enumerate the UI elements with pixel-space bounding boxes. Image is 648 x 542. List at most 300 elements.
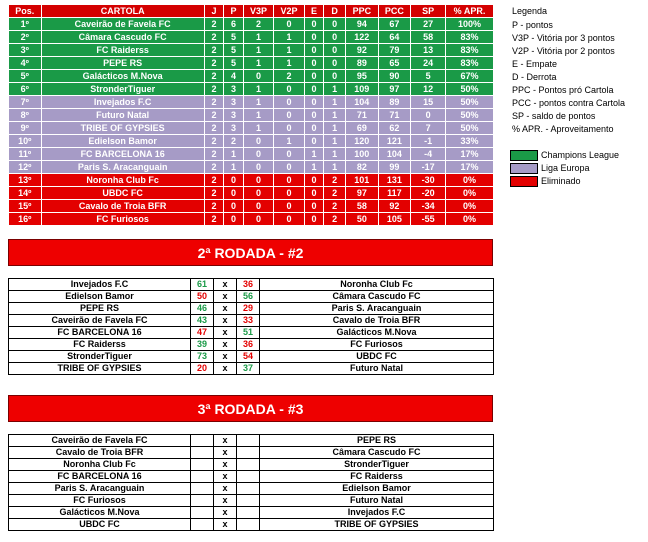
cell-pcc: 79: [378, 44, 411, 57]
col-header: V2P: [274, 5, 304, 18]
home-team: TRIBE OF GYPSIES: [9, 363, 191, 375]
home-score: [191, 459, 214, 471]
cell-e: 0: [304, 187, 324, 200]
home-team: FC BARCELONA 16: [9, 471, 191, 483]
cell-apr: 50%: [446, 96, 494, 109]
cell-v2p: 0: [274, 187, 304, 200]
home-score: 20: [191, 363, 214, 375]
home-team: Caveirão de Favela FC: [9, 435, 191, 447]
cell-team: Caveirão de Favela FC: [41, 18, 204, 31]
cell-team: TRIBE OF GYPSIES: [41, 122, 204, 135]
home-team: Edielson Bamor: [9, 291, 191, 303]
home-score: 73: [191, 351, 214, 363]
cell-apr: 83%: [446, 44, 494, 57]
cell-apr: 50%: [446, 83, 494, 96]
versus-separator: x: [214, 471, 237, 483]
standings-row: [9, 57, 494, 70]
cell-team: Futuro Natal: [41, 109, 204, 122]
away-team: Futuro Natal: [260, 495, 494, 507]
zone-swatch: [510, 150, 538, 161]
cell-v2p: 0: [274, 109, 304, 122]
cell-v2p: 0: [274, 200, 304, 213]
cell-p: 0: [224, 187, 244, 200]
match-row: [9, 339, 494, 351]
cell-pos: 15º: [9, 200, 42, 213]
cell-v3p: 0: [243, 213, 273, 226]
cell-pos: 5º: [9, 70, 42, 83]
cell-pcc: 71: [378, 109, 411, 122]
match-row: [9, 507, 494, 519]
zone-swatch: [510, 176, 538, 187]
home-team: Noronha Club Fc: [9, 459, 191, 471]
cell-p: 2: [224, 135, 244, 148]
cell-v3p: 1: [243, 31, 273, 44]
standings-table: [8, 4, 494, 226]
cell-v2p: 1: [274, 57, 304, 70]
away-score: 56: [237, 291, 260, 303]
home-score: 47: [191, 327, 214, 339]
cell-d: 0: [324, 70, 346, 83]
cell-ppc: 58: [346, 200, 379, 213]
match-row: [9, 315, 494, 327]
cell-pos: 16º: [9, 213, 42, 226]
standings-row: [9, 174, 494, 187]
cell-apr: 0%: [446, 213, 494, 226]
versus-separator: x: [214, 495, 237, 507]
cell-e: 0: [304, 57, 324, 70]
away-team: PEPE RS: [260, 435, 494, 447]
home-team: FC Furiosos: [9, 495, 191, 507]
cell-sp: 58: [411, 31, 446, 44]
versus-separator: x: [214, 447, 237, 459]
zone-legend-champions: [510, 149, 619, 161]
cell-pos: 4º: [9, 57, 42, 70]
home-team: Invejados F.C: [9, 279, 191, 291]
standings-row: [9, 70, 494, 83]
cell-sp: -34: [411, 200, 446, 213]
cell-v3p: 1: [243, 44, 273, 57]
zone-label: Champions League: [541, 150, 620, 160]
cell-pos: 9º: [9, 122, 42, 135]
cell-team: StronderTiguer: [41, 83, 204, 96]
cell-sp: 0: [411, 109, 446, 122]
match-row: [9, 291, 494, 303]
away-score: [237, 507, 260, 519]
col-header: E: [304, 5, 324, 18]
legend-item: PPC - Pontos pró Cartola: [512, 85, 614, 95]
zone-swatch: [510, 163, 538, 174]
home-score: [191, 495, 214, 507]
cell-ppc: 89: [346, 57, 379, 70]
legend-item: % APR. - Aproveitamento: [512, 124, 614, 134]
cell-e: 0: [304, 109, 324, 122]
cell-d: 1: [324, 135, 346, 148]
cell-team: Cavalo de Troia BFR: [41, 200, 204, 213]
cell-sp: -30: [411, 174, 446, 187]
col-header: SP: [411, 5, 446, 18]
match-row: [9, 351, 494, 363]
versus-separator: x: [214, 507, 237, 519]
away-team: Futuro Natal: [260, 363, 494, 375]
legend-item: D - Derrota: [512, 72, 557, 82]
home-score: [191, 435, 214, 447]
home-team: FC BARCELONA 16: [9, 327, 191, 339]
col-header: CARTOLA: [41, 5, 204, 18]
cell-ppc: 104: [346, 96, 379, 109]
cell-v3p: 1: [243, 83, 273, 96]
match-row: [9, 447, 494, 459]
cell-d: 1: [324, 122, 346, 135]
legend-item: V3P - Vitória por 3 pontos: [512, 33, 615, 43]
versus-separator: x: [214, 291, 237, 303]
cell-ppc: 71: [346, 109, 379, 122]
home-score: 39: [191, 339, 214, 351]
standings-row: [9, 148, 494, 161]
cell-team: PEPE RS: [41, 57, 204, 70]
cell-pos: 11º: [9, 148, 42, 161]
legend-item: E - Empate: [512, 59, 558, 69]
versus-separator: x: [214, 483, 237, 495]
versus-separator: x: [214, 363, 237, 375]
cell-v2p: 1: [274, 135, 304, 148]
cell-sp: 27: [411, 18, 446, 31]
cell-d: 1: [324, 83, 346, 96]
cell-team: UBDC FC: [41, 187, 204, 200]
home-score: [191, 471, 214, 483]
away-score: [237, 459, 260, 471]
cell-v2p: 0: [274, 122, 304, 135]
cell-e: 1: [304, 161, 324, 174]
standings-row: [9, 109, 494, 122]
cell-v3p: 0: [243, 161, 273, 174]
away-team: Invejados F.C: [260, 507, 494, 519]
cell-pos: 13º: [9, 174, 42, 187]
cell-v2p: 0: [274, 213, 304, 226]
away-score: [237, 519, 260, 531]
cell-pcc: 131: [378, 174, 411, 187]
standings-row: [9, 213, 494, 226]
match-row: [9, 279, 494, 291]
cell-j: 2: [204, 96, 224, 109]
cell-p: 5: [224, 31, 244, 44]
cell-pcc: 121: [378, 135, 411, 148]
cell-p: 5: [224, 57, 244, 70]
cell-sp: 13: [411, 44, 446, 57]
col-header: PCC: [378, 5, 411, 18]
cell-e: 0: [304, 44, 324, 57]
away-score: [237, 483, 260, 495]
cell-sp: 5: [411, 70, 446, 83]
cell-v2p: 0: [274, 96, 304, 109]
round-3-body: [9, 435, 494, 531]
cell-team: FC BARCELONA 16: [41, 148, 204, 161]
cell-ppc: 92: [346, 44, 379, 57]
cell-pos: 2º: [9, 31, 42, 44]
col-header: V3P: [243, 5, 273, 18]
round-2-body: [9, 279, 494, 375]
round-3-matches: [8, 434, 494, 531]
cell-j: 2: [204, 148, 224, 161]
cell-e: 0: [304, 31, 324, 44]
versus-separator: x: [214, 339, 237, 351]
away-team: Noronha Club Fc: [260, 279, 494, 291]
cell-v3p: 1: [243, 122, 273, 135]
away-team: Paris S. Aracanguain: [260, 303, 494, 315]
match-row: [9, 435, 494, 447]
cell-apr: 17%: [446, 161, 494, 174]
cell-j: 2: [204, 109, 224, 122]
cell-j: 2: [204, 122, 224, 135]
versus-separator: x: [214, 351, 237, 363]
cell-pos: 1º: [9, 18, 42, 31]
away-team: Edielson Bamor: [260, 483, 494, 495]
cell-d: 0: [324, 44, 346, 57]
cell-d: 1: [324, 161, 346, 174]
versus-separator: x: [214, 303, 237, 315]
cell-p: 0: [224, 200, 244, 213]
match-row: [9, 519, 494, 531]
standings-row: [9, 44, 494, 57]
cell-pcc: 104: [378, 148, 411, 161]
cell-sp: -20: [411, 187, 446, 200]
cell-d: 0: [324, 18, 346, 31]
cell-apr: 50%: [446, 122, 494, 135]
cell-apr: 33%: [446, 135, 494, 148]
standings-row: [9, 83, 494, 96]
zone-legend-eliminated: [510, 175, 581, 187]
away-score: 51: [237, 327, 260, 339]
cell-sp: 24: [411, 57, 446, 70]
cell-e: 0: [304, 122, 324, 135]
cell-v3p: 1: [243, 57, 273, 70]
cell-j: 2: [204, 161, 224, 174]
legend-item: P - pontos: [512, 20, 553, 30]
cell-v2p: 0: [274, 18, 304, 31]
zone-label: Liga Europa: [541, 163, 590, 173]
cell-ppc: 82: [346, 161, 379, 174]
legend-item: SP - saldo de pontos: [512, 111, 596, 121]
match-row: [9, 495, 494, 507]
versus-separator: x: [214, 315, 237, 327]
col-header: D: [324, 5, 346, 18]
home-team: StronderTiguer: [9, 351, 191, 363]
cell-e: 0: [304, 83, 324, 96]
cell-j: 2: [204, 135, 224, 148]
cell-d: 2: [324, 213, 346, 226]
away-score: 36: [237, 339, 260, 351]
cell-j: 2: [204, 83, 224, 96]
match-row: [9, 459, 494, 471]
cell-v3p: 0: [243, 200, 273, 213]
cell-apr: 83%: [446, 31, 494, 44]
match-row: [9, 303, 494, 315]
cell-v2p: 1: [274, 44, 304, 57]
cell-v3p: 0: [243, 174, 273, 187]
away-team: TRIBE OF GYPSIES: [260, 519, 494, 531]
cell-j: 2: [204, 31, 224, 44]
home-team: Caveirão de Favela FC: [9, 315, 191, 327]
cell-v2p: 2: [274, 70, 304, 83]
cell-ppc: 94: [346, 18, 379, 31]
cell-team: FC Furiosos: [41, 213, 204, 226]
cell-d: 0: [324, 57, 346, 70]
cell-p: 1: [224, 161, 244, 174]
cell-p: 1: [224, 148, 244, 161]
cell-apr: 17%: [446, 148, 494, 161]
cell-e: 0: [304, 135, 324, 148]
cell-d: 1: [324, 96, 346, 109]
match-row: [9, 471, 494, 483]
home-score: [191, 519, 214, 531]
cell-pos: 3º: [9, 44, 42, 57]
cell-team: FC Raiderss: [41, 44, 204, 57]
home-team: PEPE RS: [9, 303, 191, 315]
cell-e: 0: [304, 96, 324, 109]
cell-e: 0: [304, 200, 324, 213]
cell-ppc: 95: [346, 70, 379, 83]
cell-sp: -55: [411, 213, 446, 226]
cell-sp: -1: [411, 135, 446, 148]
versus-separator: x: [214, 519, 237, 531]
cell-pos: 14º: [9, 187, 42, 200]
home-score: [191, 483, 214, 495]
cell-ppc: 101: [346, 174, 379, 187]
col-header: % APR.: [446, 5, 494, 18]
home-score: 43: [191, 315, 214, 327]
away-score: 37: [237, 363, 260, 375]
cell-p: 0: [224, 213, 244, 226]
standings-body: [9, 18, 494, 226]
cell-pcc: 117: [378, 187, 411, 200]
cell-p: 3: [224, 122, 244, 135]
match-row: [9, 327, 494, 339]
match-row: [9, 363, 494, 375]
standings-row: [9, 187, 494, 200]
cell-apr: 50%: [446, 109, 494, 122]
away-team: FC Furiosos: [260, 339, 494, 351]
cell-team: Invejados F.C: [41, 96, 204, 109]
versus-separator: x: [214, 327, 237, 339]
cell-sp: -17: [411, 161, 446, 174]
cell-p: 3: [224, 83, 244, 96]
home-score: 46: [191, 303, 214, 315]
cell-pcc: 90: [378, 70, 411, 83]
cell-pcc: 99: [378, 161, 411, 174]
legend-item: V2P - Vitória por 2 pontos: [512, 46, 615, 56]
standings-row: [9, 31, 494, 44]
home-score: [191, 447, 214, 459]
round-3-header: 3ª RODADA - #3: [8, 395, 493, 422]
cell-team: Noronha Club Fc: [41, 174, 204, 187]
away-team: UBDC FC: [260, 351, 494, 363]
cell-e: 0: [304, 18, 324, 31]
cell-sp: 15: [411, 96, 446, 109]
cell-j: 2: [204, 200, 224, 213]
cell-pos: 10º: [9, 135, 42, 148]
away-team: Cavalo de Troia BFR: [260, 315, 494, 327]
cell-ppc: 109: [346, 83, 379, 96]
versus-separator: x: [214, 435, 237, 447]
standings-row: [9, 161, 494, 174]
cell-v3p: 0: [243, 187, 273, 200]
cell-v3p: 1: [243, 96, 273, 109]
cell-d: 1: [324, 109, 346, 122]
away-score: [237, 471, 260, 483]
zone-legend-europa: [510, 162, 590, 174]
cell-apr: 0%: [446, 200, 494, 213]
away-score: 36: [237, 279, 260, 291]
away-score: [237, 435, 260, 447]
zone-label: Eliminado: [541, 176, 581, 186]
cell-v3p: 0: [243, 135, 273, 148]
cell-pcc: 105: [378, 213, 411, 226]
away-team: Galácticos M.Nova: [260, 327, 494, 339]
home-team: Galácticos M.Nova: [9, 507, 191, 519]
cell-p: 0: [224, 174, 244, 187]
home-score: 61: [191, 279, 214, 291]
cell-v2p: 0: [274, 148, 304, 161]
cell-pos: 8º: [9, 109, 42, 122]
cell-j: 2: [204, 18, 224, 31]
cell-team: Paris S. Aracanguain: [41, 161, 204, 174]
cell-v3p: 2: [243, 18, 273, 31]
cell-pcc: 67: [378, 18, 411, 31]
cell-j: 2: [204, 44, 224, 57]
home-team: UBDC FC: [9, 519, 191, 531]
col-header: P: [224, 5, 244, 18]
home-score: 50: [191, 291, 214, 303]
cell-ppc: 122: [346, 31, 379, 44]
col-header: J: [204, 5, 224, 18]
cell-v2p: 0: [274, 174, 304, 187]
cell-pcc: 92: [378, 200, 411, 213]
cell-pcc: 64: [378, 31, 411, 44]
cell-j: 2: [204, 70, 224, 83]
cell-pos: 7º: [9, 96, 42, 109]
legend-item: PCC - pontos contra Cartola: [512, 98, 626, 108]
versus-separator: x: [214, 459, 237, 471]
cell-apr: 0%: [446, 174, 494, 187]
away-team: Câmara Cascudo FC: [260, 447, 494, 459]
legend-title: Legenda: [512, 6, 548, 16]
round-2-header: 2ª RODADA - #2: [8, 239, 493, 266]
cell-sp: -4: [411, 148, 446, 161]
home-team: FC Raiderss: [9, 339, 191, 351]
away-score: [237, 447, 260, 459]
cell-apr: 83%: [446, 57, 494, 70]
home-team: Cavalo de Troia BFR: [9, 447, 191, 459]
cell-pos: 12º: [9, 161, 42, 174]
cell-v2p: 0: [274, 83, 304, 96]
cell-e: 1: [304, 148, 324, 161]
cell-sp: 12: [411, 83, 446, 96]
cell-v3p: 0: [243, 148, 273, 161]
cell-pos: 6º: [9, 83, 42, 96]
cell-apr: 0%: [446, 187, 494, 200]
cell-e: 0: [304, 174, 324, 187]
home-score: [191, 507, 214, 519]
cell-sp: 7: [411, 122, 446, 135]
cell-ppc: 69: [346, 122, 379, 135]
away-team: StronderTiguer: [260, 459, 494, 471]
standings-row: [9, 200, 494, 213]
cell-p: 3: [224, 109, 244, 122]
cell-p: 4: [224, 70, 244, 83]
cell-v2p: 0: [274, 161, 304, 174]
standings-row: [9, 96, 494, 109]
away-score: 29: [237, 303, 260, 315]
cell-ppc: 50: [346, 213, 379, 226]
